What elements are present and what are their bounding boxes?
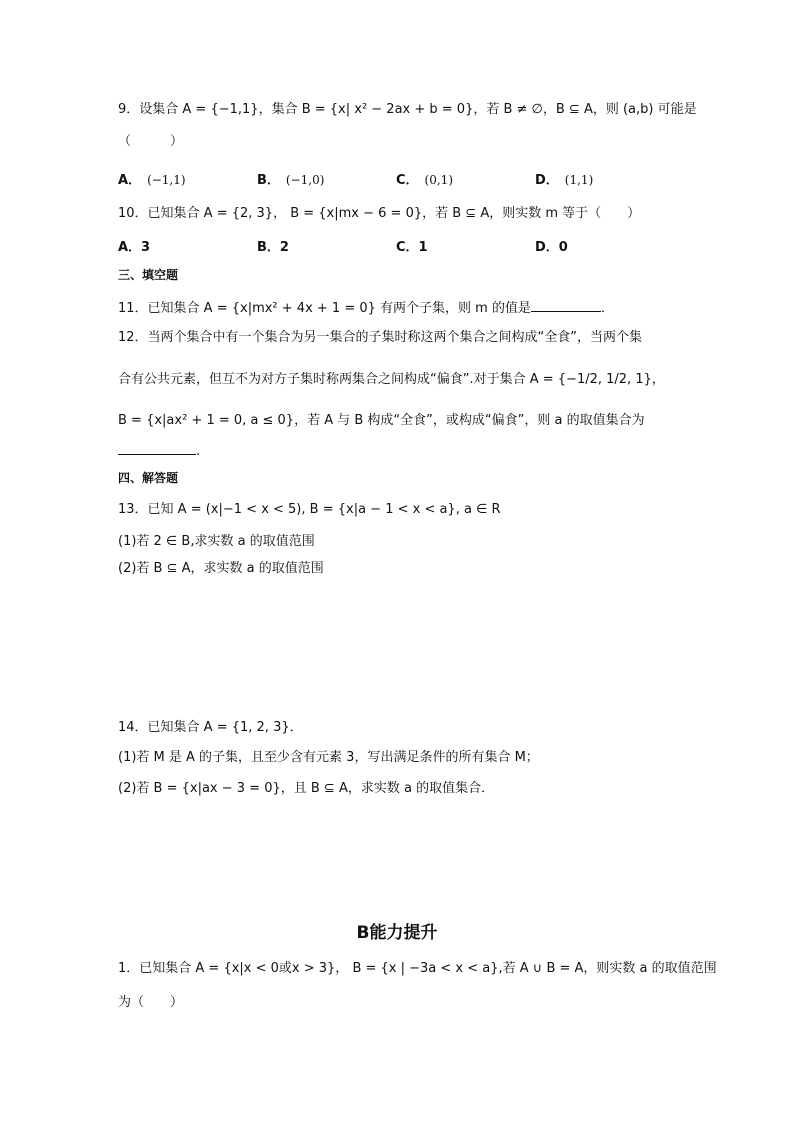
q13-stem: 13．已知 A = (x|−1 < x < 5), B = {x|a − 1 < x < a}, a ∈ R — [118, 502, 501, 517]
q10-option-c[interactable]: C．1 — [396, 240, 428, 255]
option-label: A． — [118, 173, 142, 188]
q12-line-1: 12．当两个集合中有一个集合为另一集合的子集时称这两个集合之间构成“全食”，当两个集 — [118, 330, 643, 345]
q14-part-1: (1)若 M 是 A 的子集，且至少含有元素 3，写出满足条件的所有集合 M； — [118, 750, 539, 765]
q10-option-d[interactable]: D．0 — [535, 240, 568, 255]
q12-line-2: 合有公共元素，但互不为对方子集时称两集合之间构成“偏食”.对于集合 A = {−1/2, 1/2, 1}， — [118, 372, 665, 387]
q12-end: . — [196, 444, 201, 459]
q9-option-c[interactable] — [396, 170, 453, 191]
q9-answer-paren: （ ） — [118, 134, 184, 149]
part-b-title: B能力提升 — [356, 923, 438, 943]
q10-stem: 10．已知集合 A = {2, 3}， B = {x|mx − 6 = 0}，若 B ⊆ A，则实数 m 等于（ ） — [118, 206, 641, 221]
q14-part-2: (2)若 B = {x|ax − 3 = 0}，且 B ⊆ A，求实数 a 的取值集合． — [118, 781, 495, 796]
option-value: (1,1) — [564, 173, 594, 187]
b1-line-1: 1．已知集合 A = {x|x < 0或x > 3}， B = {x | −3a < x < a},若 A ∪ B = A，则实数 a 的取值范围 — [118, 961, 717, 976]
option-label: D． — [535, 173, 559, 188]
q9-option-b[interactable] — [257, 170, 324, 191]
option-value: (−1,0) — [285, 173, 325, 187]
option-label: C． — [396, 173, 419, 188]
q12-answer-blank[interactable] — [118, 440, 196, 455]
option-value: (0,1) — [424, 173, 453, 187]
q10-option-a[interactable]: A．3 — [118, 240, 151, 255]
q11-stem: 11．已知集合 A = {x|mx² + 4x + 1 = 0} 有两个子集，则 m 的值是 — [118, 301, 531, 316]
q11-answer-blank[interactable] — [531, 297, 601, 312]
q12-line-3: B = {x|ax² + 1 = 0, a ≤ 0}，若 A 与 B 构成“全食”，或构成“偏食”，则 a 的取值集合为 — [118, 413, 645, 428]
q13-part-2: (2)若 B ⊆ A，求实数 a 的取值范围 — [118, 561, 324, 576]
section-heading-solve: 四、解答题 — [118, 471, 179, 485]
b1-line-2: 为（ ） — [118, 995, 184, 1010]
q13-part-1: (1)若 2 ∈ B,求实数 a 的取值范围 — [118, 534, 315, 549]
q9-option-a[interactable] — [118, 170, 186, 191]
q9-option-d[interactable] — [535, 170, 593, 191]
q11-end: ． — [600, 301, 614, 316]
q10-option-b[interactable]: B．2 — [257, 240, 289, 255]
q11-line — [118, 297, 614, 319]
q12-answer-line — [118, 440, 200, 462]
option-label: B． — [257, 173, 280, 188]
q14-stem: 14．已知集合 A = {1, 2, 3}． — [118, 720, 303, 735]
section-heading-fill-in: 三、填空题 — [118, 268, 179, 282]
q9-stem: 9．设集合 A = {−1,1}，集合 B = {x| x² − 2ax + b = 0}，若 B ≠ ∅，B ⊆ A，则 (a,b) 可能是 — [118, 102, 697, 117]
option-value: (−1,1) — [147, 173, 186, 187]
